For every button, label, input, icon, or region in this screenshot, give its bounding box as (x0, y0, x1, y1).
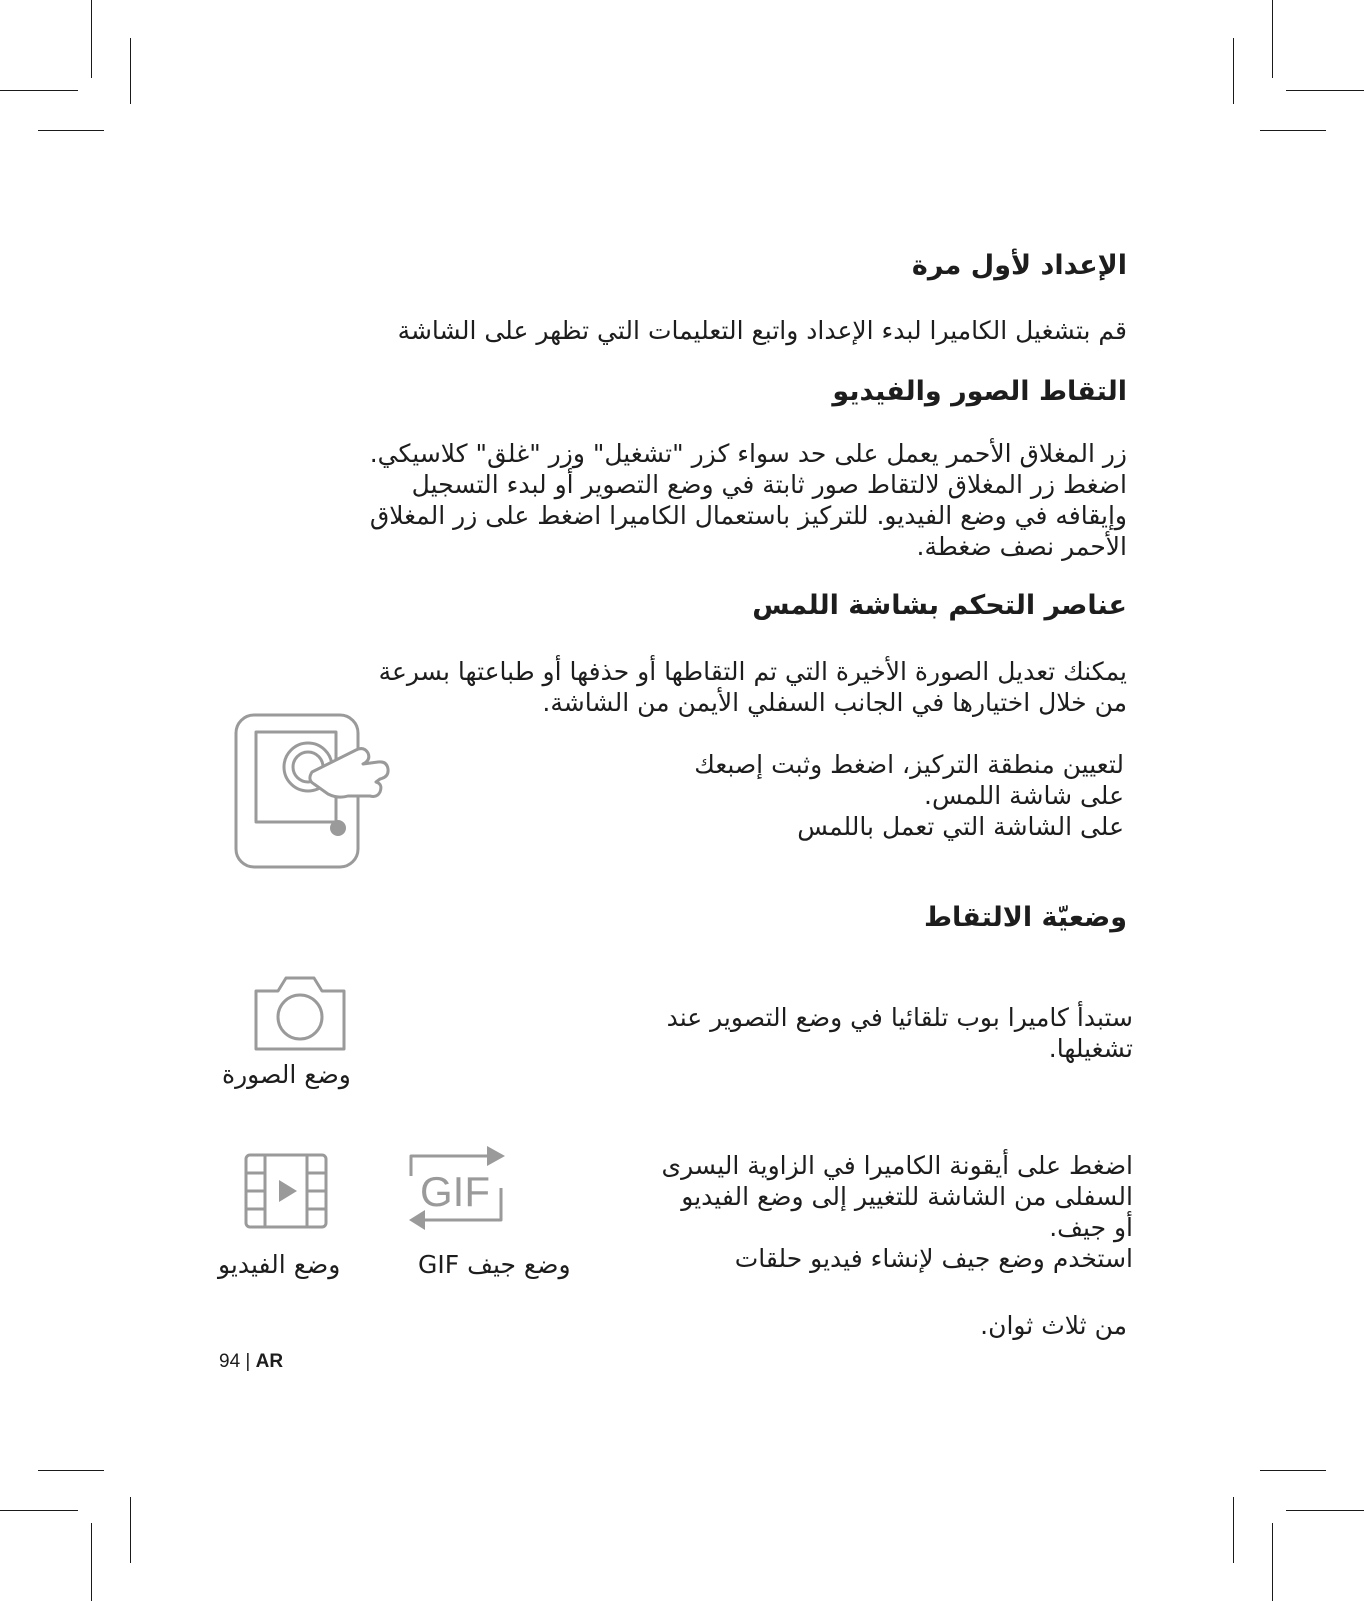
crop-mark (1260, 130, 1326, 131)
capture-line: الأحمر نصف ضغطة. (916, 532, 1127, 561)
setup-heading: الإعداد لأول مرة (911, 250, 1127, 281)
camera-icon (252, 973, 348, 1053)
capture-heading: التقاط الصور والفيديو (832, 376, 1127, 407)
crop-mark (0, 90, 78, 91)
gif-icon-text: GIF (420, 1168, 490, 1215)
touch-heading: عناصر التحكم بشاشة اللمس (752, 590, 1127, 621)
crop-mark (1233, 38, 1234, 104)
footer-separator: | (245, 1351, 251, 1372)
mode-switch-tail: من ثلاث ثوان. (980, 1311, 1127, 1340)
switch-line: السفلى من الشاشة للتغيير إلى وضع الفيديو (681, 1182, 1133, 1211)
page-number: 94 (219, 1351, 241, 1372)
gif-mode-icon (405, 1140, 515, 1236)
photo-mode-paragraph (667, 1002, 1133, 1064)
switch-line: اضغط على أيقونة الكاميرا في الزاوية اليسرى (661, 1151, 1133, 1180)
setup-body: قم بتشغيل الكاميرا لبدء الإعداد واتبع التعليمات التي تظهر على الشاشة (397, 316, 1127, 345)
crop-mark (1233, 1497, 1234, 1563)
crop-mark (1286, 90, 1364, 91)
capture-line: زر المغلاق الأحمر يعمل على حد سواء كزر "تشغيل" وزر "غلق" كلاسيكي. (369, 439, 1127, 468)
touch-line: من خلال اختيارها في الجانب السفلي الأيمن من الشاشة. (542, 688, 1127, 717)
photo-mode-label: وضع الصورة (222, 1060, 351, 1089)
touch-focus-icon (228, 712, 398, 872)
mode-switch-paragraph (662, 1150, 1133, 1274)
crop-mark (1286, 1510, 1364, 1511)
capture-line: اضغط زر المغلاق لالتقاط صور ثابتة في وضع التصوير أو لبدء التسجيل (411, 470, 1127, 499)
focus-paragraph (694, 749, 1124, 842)
crop-mark (38, 130, 104, 131)
photo-line: تشغيلها. (1048, 1034, 1133, 1063)
video-mode-icon (243, 1152, 333, 1232)
crop-mark (38, 1470, 104, 1471)
crop-mark (130, 38, 131, 104)
modes-heading: وضعيّة الالتقاط (923, 902, 1127, 933)
crop-mark (91, 1523, 92, 1601)
touch-line: يمكنك تعديل الصورة الأخيرة التي تم التقاطها أو حذفها أو طباعتها بسرعة (378, 657, 1127, 686)
crop-mark (91, 0, 92, 78)
focus-line: لتعيين منطقة التركيز، اضغط وثبت إصبعك (694, 750, 1124, 779)
touch-paragraph (379, 656, 1127, 718)
focus-line: على شاشة اللمس. (924, 781, 1124, 810)
switch-line: استخدم وضع جيف لإنشاء فيديو حلقات (734, 1244, 1133, 1273)
capture-paragraph (370, 438, 1127, 562)
crop-mark (130, 1497, 131, 1563)
crop-mark (0, 1510, 78, 1511)
crop-mark (1260, 1470, 1326, 1471)
language-code: AR (255, 1351, 284, 1372)
switch-line: أو جيف. (1049, 1213, 1133, 1242)
page-footer (219, 1351, 283, 1373)
gif-mode-label: وضع جيف GIF (418, 1250, 571, 1279)
photo-line: ستبدأ كاميرا بوب تلقائيا في وضع التصوير عند (666, 1003, 1133, 1032)
video-mode-label: وضع الفيديو (218, 1250, 341, 1279)
focus-line: على الشاشة التي تعمل باللمس (797, 812, 1124, 841)
capture-line: وإيقافه في وضع الفيديو. للتركيز باستعمال الكاميرا اضغط على زر المغلاق (369, 501, 1127, 530)
crop-mark (1272, 0, 1273, 78)
crop-mark (1272, 1523, 1273, 1601)
